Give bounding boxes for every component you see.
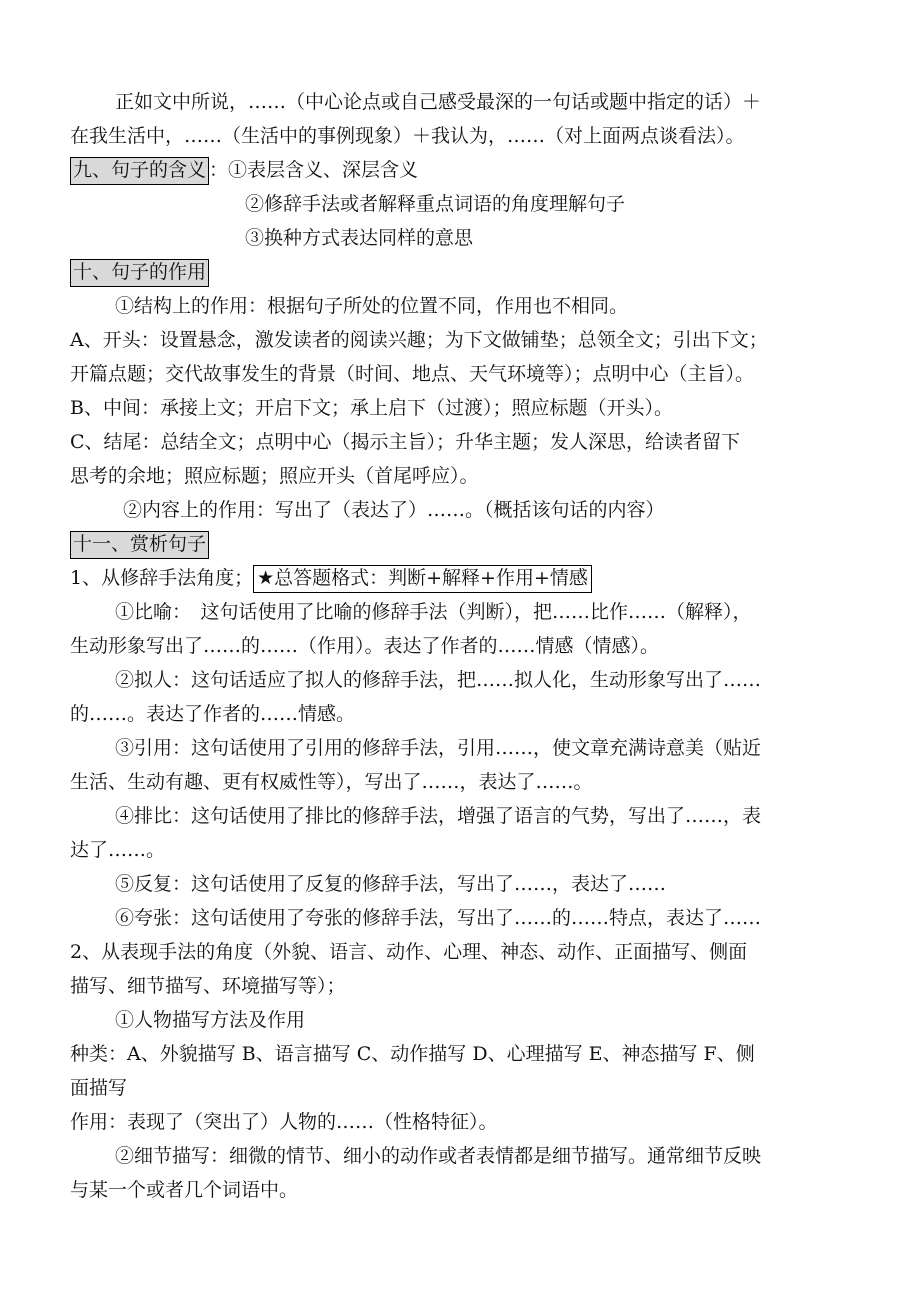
paragraph-line: 生活、生动有趣、更有权威性等），写出了……，表达了……。: [70, 771, 593, 793]
paragraph-line: 面描写: [70, 1077, 128, 1099]
paragraph-line: 思考的余地；照应标题；照应开头（首尾呼应）。: [70, 465, 479, 487]
rhetoric-heading-row: [70, 564, 860, 592]
paragraph-line: ③换种方式表达同样的意思: [245, 227, 474, 249]
answer-format-text: 总答题格式：判断+解释+作用+情感: [274, 567, 588, 589]
paragraph-line: 描写、细节描写、环境描写等）；: [70, 975, 346, 997]
heading-9-row: [70, 156, 860, 184]
paragraph-line: ④排比：这句话使用了排比的修辞手法，增强了语言的气势，写出了……，表: [115, 805, 762, 827]
paragraph-line: 1、从修辞手法角度；: [70, 567, 254, 589]
paragraph-line: 开篇点题；交代故事发生的背景（时间、地点、天气环境等）；点明中心（主旨）。: [70, 363, 755, 385]
paragraph-line: 生动形象写出了……的……（作用）。表达了作者的……情感（情感）。: [70, 635, 660, 657]
paragraph-line: ①人物描写方法及作用: [115, 1009, 306, 1031]
paragraph-line: ①比喻： 这句话使用了比喻的修辞手法（判断），把……比作……（解释），: [115, 601, 752, 623]
paragraph-line: ②修辞手法或者解释重点词语的角度理解句子: [245, 193, 626, 215]
paragraph-line: ①结构上的作用：根据句子所处的位置不同，作用也不相同。: [115, 295, 629, 317]
paragraph-line: A、开头：设置悬念，激发读者的阅读兴趣；为下文做铺垫；总领全文；引出下文；: [70, 329, 768, 351]
paragraph-line: ⑥夸张：这句话使用了夸张的修辞手法，写出了……的……特点，表达了……: [115, 907, 762, 929]
section-heading-10: 十、句子的作用: [70, 259, 209, 287]
paragraph-line: 的……。表达了作者的……情感。: [70, 703, 356, 725]
paragraph-line: C、结尾：总结全文；点明中心（揭示主旨）；升华主题；发人深思，给读者留下: [70, 431, 741, 453]
paragraph-line: 作用：表现了（突出了）人物的……（性格特征）。: [70, 1111, 498, 1133]
answer-format-box: [253, 565, 592, 593]
paragraph-line: ⑤反复：这句话使用了反复的修辞手法，写出了……，表达了……: [115, 873, 667, 895]
paragraph-line: 达了……。: [70, 839, 166, 861]
paragraph-line: ③引用：这句话使用了引用的修辞手法，引用……，使文章充满诗意美（贴近: [115, 737, 762, 759]
paragraph-line: ②拟人：这句话适应了拟人的修辞手法，把……拟人化，生动形象写出了……: [115, 669, 762, 691]
paragraph-line: B、中间：承接上文；开启下文；承上启下（过渡）；照应标题（开头）。: [70, 397, 673, 419]
section-heading-11: 十一、赏析句子: [70, 531, 209, 559]
paragraph-line: ①表层含义、深层含义: [228, 159, 419, 181]
heading-11-row: [70, 530, 860, 558]
heading-colon: ：: [209, 159, 229, 181]
paragraph-line: ②细节描写：细微的情节、细小的动作或者表情都是细节描写。通常细节反映: [115, 1145, 762, 1167]
heading-10-row: [70, 258, 860, 286]
paragraph-line: ②内容上的作用：写出了（表达了）……。（概括该句话的内容）: [123, 499, 665, 521]
star-icon: ★: [257, 567, 275, 589]
paragraph-line: 与某一个或者几个词语中。: [70, 1179, 299, 1201]
section-heading-9: 九、句子的含义: [70, 157, 209, 185]
paragraph-line: 正如文中所说，……（中心论点或自己感受最深的一句话或题中指定的话）＋: [115, 91, 762, 113]
paragraph-line: 2、从表现手法的角度（外貌、语言、动作、心理、神态、动作、正面描写、侧面: [70, 941, 748, 963]
paragraph-line: 在我生活中，……（生活中的事例现象）＋我认为，……（对上面两点谈看法）。: [70, 125, 745, 147]
paragraph-line: 种类：A、外貌描写 B、语言描写 C、动作描写 D、心理描写 E、神态描写 F、侧: [70, 1043, 755, 1065]
